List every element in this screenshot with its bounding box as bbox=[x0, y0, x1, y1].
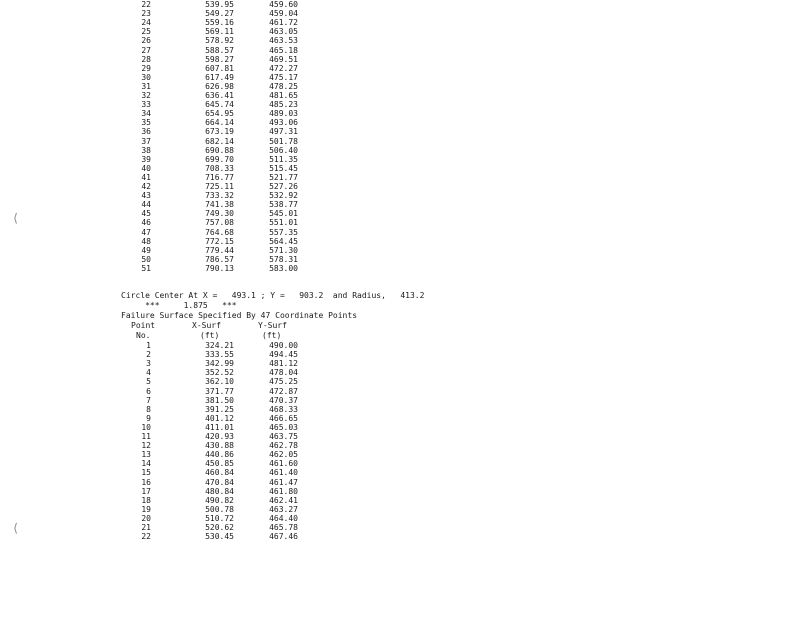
point-number: 15 bbox=[141, 468, 151, 478]
y-surf-value: 506.40 bbox=[269, 145, 298, 155]
point-number: 23 bbox=[141, 9, 151, 19]
y-surf-value: 475.17 bbox=[269, 72, 298, 82]
x-surf-value: 401.12 bbox=[205, 413, 234, 423]
point-number: 50 bbox=[141, 254, 151, 264]
point-number: 26 bbox=[141, 36, 151, 46]
header-point: Point bbox=[131, 321, 156, 330]
y-surf-value: 564.45 bbox=[269, 236, 298, 246]
y-surf-value: 462.78 bbox=[269, 441, 298, 451]
point-number: 10 bbox=[141, 422, 151, 432]
failure-surface-heading: Failure Surface Specified By 47 Coordinate Points bbox=[121, 311, 358, 320]
table-row bbox=[0, 532, 400, 542]
x-surf-value: 607.81 bbox=[205, 63, 234, 73]
x-surf-value: 480.84 bbox=[205, 486, 234, 496]
x-surf-value: 500.78 bbox=[205, 504, 234, 514]
y-surf-value: 461.72 bbox=[269, 18, 298, 28]
x-surf-value: 362.10 bbox=[205, 377, 234, 387]
point-number: 21 bbox=[141, 523, 151, 532]
y-surf-value: 461.60 bbox=[269, 459, 298, 469]
x-surf-value: 559.16 bbox=[205, 18, 234, 28]
point-number: 34 bbox=[141, 109, 151, 119]
point-number: 11 bbox=[141, 432, 151, 441]
x-surf-value: 673.19 bbox=[205, 127, 234, 137]
point-number: 22 bbox=[141, 0, 151, 9]
point-number: 25 bbox=[141, 27, 151, 37]
x-surf-value: 617.49 bbox=[205, 72, 234, 82]
y-surf-value: 461.40 bbox=[269, 468, 298, 478]
y-surf-value: 468.33 bbox=[269, 404, 298, 414]
point-number: 2 bbox=[146, 350, 151, 360]
y-surf-value: 501.78 bbox=[269, 136, 298, 146]
y-surf-value: 461.47 bbox=[269, 477, 298, 487]
point-number: 20 bbox=[141, 513, 151, 523]
x-surf-value: 588.57 bbox=[205, 45, 234, 55]
header-x-surf: X-Surf bbox=[192, 321, 221, 330]
x-surf-value: 708.33 bbox=[205, 163, 234, 173]
x-surf-value: 539.95 bbox=[205, 0, 234, 9]
y-surf-value: 493.06 bbox=[269, 118, 298, 128]
y-surf-value: 532.92 bbox=[269, 191, 298, 201]
x-surf-value: 664.14 bbox=[205, 118, 234, 128]
point-number: 48 bbox=[141, 236, 151, 246]
x-surf-value: 371.77 bbox=[205, 386, 234, 396]
scan-mark-bottom: ⟨ bbox=[12, 521, 20, 535]
y-surf-value: 527.26 bbox=[269, 182, 298, 191]
point-number: 42 bbox=[141, 182, 151, 191]
x-surf-value: 654.95 bbox=[205, 109, 234, 119]
point-number: 16 bbox=[141, 477, 151, 487]
y-surf-value: 463.75 bbox=[269, 432, 298, 441]
point-number: 49 bbox=[141, 245, 151, 255]
x-surf-value: 530.45 bbox=[205, 532, 234, 542]
y-surf-value: 538.77 bbox=[269, 200, 298, 210]
table-header-row-1 bbox=[0, 321, 400, 331]
y-surf-value: 478.25 bbox=[269, 81, 298, 91]
point-number: 40 bbox=[141, 163, 151, 173]
point-number: 38 bbox=[141, 145, 151, 155]
y-surf-value: 466.65 bbox=[269, 413, 298, 423]
y-surf-value: 469.51 bbox=[269, 54, 298, 64]
x-surf-value: 716.77 bbox=[205, 172, 234, 182]
y-surf-value: 475.25 bbox=[269, 377, 298, 387]
point-number: 31 bbox=[141, 81, 151, 91]
point-number: 29 bbox=[141, 63, 151, 73]
x-surf-value: 626.98 bbox=[205, 81, 234, 91]
x-surf-value: 786.57 bbox=[205, 254, 234, 264]
y-surf-value: 571.30 bbox=[269, 245, 298, 255]
x-surf-value: 636.41 bbox=[205, 91, 234, 100]
y-surf-value: 465.18 bbox=[269, 45, 298, 55]
x-surf-value: 333.55 bbox=[205, 350, 234, 360]
x-surf-value: 470.84 bbox=[205, 477, 234, 487]
y-surf-value: 515.45 bbox=[269, 163, 298, 173]
y-surf-value: 497.31 bbox=[269, 127, 298, 137]
point-number: 28 bbox=[141, 54, 151, 64]
x-surf-value: 460.84 bbox=[205, 468, 234, 478]
point-number: 19 bbox=[141, 504, 151, 514]
point-number: 14 bbox=[141, 459, 151, 469]
y-surf-value: 583.00 bbox=[269, 263, 298, 273]
point-number: 6 bbox=[146, 386, 151, 396]
point-number: 39 bbox=[141, 154, 151, 164]
x-surf-value: 779.44 bbox=[205, 245, 234, 255]
point-number: 4 bbox=[146, 368, 151, 378]
y-surf-value: 494.45 bbox=[269, 350, 298, 360]
x-surf-value: 764.68 bbox=[205, 227, 234, 237]
x-surf-value: 682.14 bbox=[205, 136, 234, 146]
factor-of-safety-line: *** 1.875 *** bbox=[121, 301, 237, 310]
x-surf-value: 520.62 bbox=[205, 523, 234, 532]
y-surf-value: 463.05 bbox=[269, 27, 298, 37]
x-surf-value: 569.11 bbox=[205, 27, 234, 37]
header-no: No. bbox=[136, 331, 151, 340]
x-surf-value: 450.85 bbox=[205, 459, 234, 469]
point-number: 45 bbox=[141, 209, 151, 219]
y-surf-value: 521.77 bbox=[269, 172, 298, 182]
point-number: 47 bbox=[141, 227, 151, 237]
y-surf-value: 481.12 bbox=[269, 359, 298, 369]
y-surf-value: 462.41 bbox=[269, 495, 298, 505]
point-number: 8 bbox=[146, 404, 151, 414]
x-surf-value: 510.72 bbox=[205, 513, 234, 523]
point-number: 46 bbox=[141, 218, 151, 228]
point-number: 1 bbox=[146, 341, 151, 350]
y-surf-value: 551.01 bbox=[269, 218, 298, 228]
y-surf-value: 485.23 bbox=[269, 100, 298, 110]
header-x-unit: (ft) bbox=[200, 331, 220, 340]
x-surf-value: 381.50 bbox=[205, 395, 234, 405]
y-surf-value: 462.05 bbox=[269, 450, 298, 460]
point-number: 24 bbox=[141, 18, 151, 28]
y-surf-value: 472.27 bbox=[269, 63, 298, 73]
x-surf-value: 725.11 bbox=[205, 182, 234, 191]
x-surf-value: 391.25 bbox=[205, 404, 234, 414]
x-surf-value: 749.30 bbox=[205, 209, 234, 219]
y-surf-value: 511.35 bbox=[269, 154, 298, 164]
header-y-surf: Y-Surf bbox=[258, 321, 287, 330]
x-surf-value: 411.01 bbox=[205, 422, 234, 432]
x-surf-value: 741.38 bbox=[205, 200, 234, 210]
x-surf-value: 733.32 bbox=[205, 191, 234, 201]
x-surf-value: 420.93 bbox=[205, 432, 234, 441]
x-surf-value: 324.21 bbox=[205, 341, 234, 350]
table-row bbox=[0, 264, 400, 274]
y-surf-value: 481.65 bbox=[269, 91, 298, 100]
y-surf-value: 465.03 bbox=[269, 422, 298, 432]
y-surf-value: 489.03 bbox=[269, 109, 298, 119]
y-surf-value: 461.80 bbox=[269, 486, 298, 496]
y-surf-value: 557.35 bbox=[269, 227, 298, 237]
y-surf-value: 472.87 bbox=[269, 386, 298, 396]
x-surf-value: 645.74 bbox=[205, 100, 234, 110]
x-surf-value: 430.88 bbox=[205, 441, 234, 451]
point-number: 30 bbox=[141, 72, 151, 82]
point-number: 35 bbox=[141, 118, 151, 128]
x-surf-value: 699.70 bbox=[205, 154, 234, 164]
x-surf-value: 352.52 bbox=[205, 368, 234, 378]
point-number: 51 bbox=[141, 263, 151, 273]
point-number: 3 bbox=[146, 359, 151, 369]
circle-center-line: Circle Center At X = 493.1 ; Y = 903.2 and Radius, 413.2 bbox=[121, 291, 425, 300]
point-number: 37 bbox=[141, 136, 151, 146]
point-number: 43 bbox=[141, 191, 151, 201]
y-surf-value: 467.46 bbox=[269, 532, 298, 542]
x-surf-value: 440.86 bbox=[205, 450, 234, 460]
point-number: 32 bbox=[141, 91, 151, 100]
y-surf-value: 459.60 bbox=[269, 0, 298, 9]
point-number: 13 bbox=[141, 450, 151, 460]
y-surf-value: 470.37 bbox=[269, 395, 298, 405]
point-number: 9 bbox=[146, 413, 151, 423]
y-surf-value: 463.53 bbox=[269, 36, 298, 46]
scan-mark-top: ⟨ bbox=[12, 211, 20, 225]
y-surf-value: 578.31 bbox=[269, 254, 298, 264]
point-number: 12 bbox=[141, 441, 151, 451]
y-surf-value: 490.00 bbox=[269, 341, 298, 350]
y-surf-value: 463.27 bbox=[269, 504, 298, 514]
x-surf-value: 690.88 bbox=[205, 145, 234, 155]
point-number: 27 bbox=[141, 45, 151, 55]
table-header-row-2 bbox=[0, 331, 400, 341]
x-surf-value: 578.92 bbox=[205, 36, 234, 46]
point-number: 22 bbox=[141, 532, 151, 542]
x-surf-value: 549.27 bbox=[205, 9, 234, 19]
x-surf-value: 490.82 bbox=[205, 495, 234, 505]
point-number: 36 bbox=[141, 127, 151, 137]
point-number: 7 bbox=[146, 395, 151, 405]
y-surf-value: 545.01 bbox=[269, 209, 298, 219]
point-number: 18 bbox=[141, 495, 151, 505]
point-number: 33 bbox=[141, 100, 151, 110]
point-number: 44 bbox=[141, 200, 151, 210]
header-y-unit: (ft) bbox=[262, 331, 282, 340]
y-surf-value: 459.04 bbox=[269, 9, 298, 19]
x-surf-value: 757.08 bbox=[205, 218, 234, 228]
x-surf-value: 772.15 bbox=[205, 236, 234, 246]
x-surf-value: 598.27 bbox=[205, 54, 234, 64]
y-surf-value: 465.78 bbox=[269, 523, 298, 532]
x-surf-value: 342.99 bbox=[205, 359, 234, 369]
point-number: 41 bbox=[141, 172, 151, 182]
y-surf-value: 478.04 bbox=[269, 368, 298, 378]
y-surf-value: 464.40 bbox=[269, 513, 298, 523]
point-number: 17 bbox=[141, 486, 151, 496]
point-number: 5 bbox=[146, 377, 151, 387]
x-surf-value: 790.13 bbox=[205, 263, 234, 273]
